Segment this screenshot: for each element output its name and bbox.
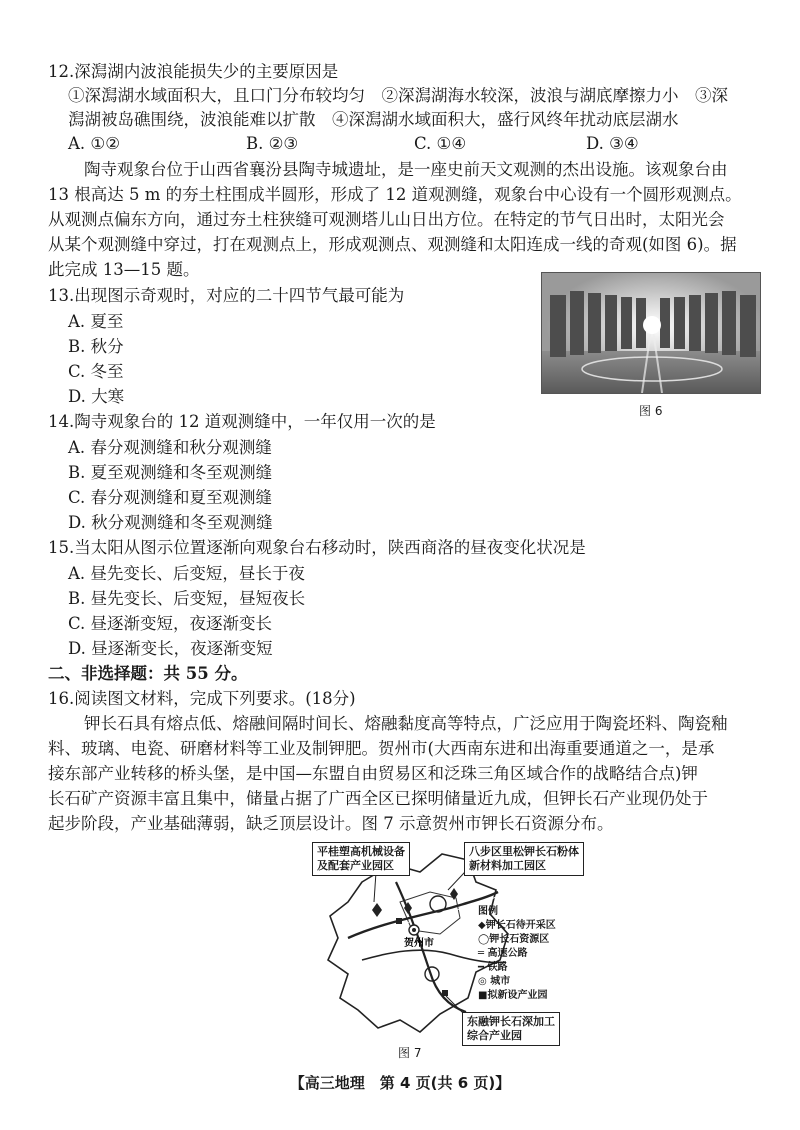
- q15-option-c[interactable]: C. 昼逐渐变短，夜逐渐变长: [68, 614, 273, 633]
- legend-item: ━ 铁路: [478, 962, 508, 973]
- q13-option-d[interactable]: D. 大寒: [68, 387, 125, 406]
- q12-option-a[interactable]: A. ①②: [68, 134, 120, 153]
- figure6-photo: [541, 272, 761, 394]
- label-pinggui-line1: 平桂塑高机械设备: [317, 845, 405, 858]
- q13-option-b[interactable]: B. 秋分: [68, 337, 124, 356]
- q16-material-line3: 接东部产业转移的桥头堡，是中国—东盟自由贸易区和泛珠三角区域合作的战略结合点)钾: [48, 764, 698, 783]
- label-babu-line2: 新材料加工园区: [469, 859, 546, 872]
- section2-heading: 二、非选择题：共 55 分。: [48, 664, 248, 683]
- q14-option-c[interactable]: C. 春分观测缝和夏至观测缝: [68, 488, 273, 507]
- q14-option-a[interactable]: A. 春分观测缝和秋分观测缝: [68, 438, 272, 457]
- observatory-image: [542, 273, 760, 393]
- label-dongrong-line1: 东融钾长石深加工: [467, 1015, 555, 1028]
- legend-item: ◯钾长石资源区: [478, 934, 550, 945]
- q16-material-line5: 起步阶段，产业基础薄弱，缺乏顶层设计。图 7 示意贺州市钾长石资源分布。: [48, 814, 614, 833]
- label-babu-park: [464, 842, 584, 876]
- q12-statements-line1: ①深澙湖水域面积大，且口门分布较均匀 ②深澙湖海水较深，波浪与湖底摩擦力小 ③深: [68, 86, 728, 105]
- q12-statements-line2: 澙湖被岛礁围绕，波浪能难以扩散 ④深澙湖水域面积大，盛行风终年扰动底层湖水: [68, 110, 679, 129]
- legend-item: ◎ 城市: [478, 976, 511, 987]
- map-legend: [478, 905, 556, 1003]
- planned-park: [396, 918, 402, 924]
- q13-option-c[interactable]: C. 冬至: [68, 362, 124, 381]
- legend-item: ═ 高速公路: [478, 948, 528, 959]
- q15-stem: 15.当太阳从图示位置逐渐向观象台右移动时，陕西商洛的昼夜变化状况是: [48, 538, 586, 557]
- q16-material-line4: 长石矿产资源丰富且集中，储量占据了广西全区已探明储量近九成，但钾长石产业现仍处于: [48, 789, 708, 808]
- q15-option-d[interactable]: D. 昼逐渐变长，夜逐渐变短: [68, 639, 273, 658]
- figure6-caption: 图 6: [639, 404, 663, 418]
- figure7-caption: 图 7: [398, 1046, 422, 1060]
- q16-material-line1: 钾长石具有熔点低、熔融间隔时间长、熔融黏度高等特点，广泛应用于陶瓷坯料、陶瓷釉: [84, 714, 728, 733]
- label-pinggui-park: [312, 842, 410, 876]
- q12-option-d[interactable]: D. ③④: [586, 134, 639, 153]
- q14-option-b[interactable]: B. 夏至观测缝和冬至观测缝: [68, 463, 273, 482]
- passage-line4: 从某个观测缝中穿过，打在观测点上，形成观测点、观测缝和太阳连成一线的奇观(如图 6)。据: [48, 235, 737, 254]
- q13-option-a[interactable]: A. 夏至: [68, 312, 124, 331]
- q12-option-c[interactable]: C. ①④: [414, 134, 467, 153]
- city-label: 贺州市: [404, 938, 434, 949]
- q16-stem: 16.阅读图文材料，完成下列要求。(18分): [48, 689, 356, 708]
- passage-line3: 从观测点偏东方向，通过夯土柱狭缝可观测塔儿山日出方位。在特定的节气日出时，太阳光会: [48, 210, 725, 229]
- q15-option-a[interactable]: A. 昼先变长、后变短，昼长于夜: [68, 564, 305, 583]
- label-pinggui-line2: 及配套产业园区: [317, 859, 394, 872]
- label-babu-line1: 八步区里松钾长石粉体: [469, 845, 579, 858]
- legend-item: ■拟新设产业园: [478, 990, 548, 1001]
- q16-material-line2: 料、玻璃、电瓷、研磨材料等工业及制钾肥。贺州市(大西南东进和出海重要通道之一，是承: [48, 739, 715, 758]
- q12-option-b[interactable]: B. ②③: [246, 134, 299, 153]
- q13-stem: 13.出现图示奇观时，对应的二十四节气最可能为: [48, 286, 405, 305]
- passage-line5: 此完成 13—15 题。: [48, 260, 200, 279]
- planned-park: [442, 990, 448, 996]
- q14-option-d[interactable]: D. 秋分观测缝和冬至观测缝: [68, 513, 273, 532]
- city-marker-dot: [412, 928, 416, 932]
- q14-stem: 14.陶寺观象台的 12 道观测缝中，一年仅用一次的是: [48, 412, 436, 431]
- legend-title: 图例: [478, 906, 498, 917]
- label-dongrong-park: [462, 1012, 560, 1046]
- label-dongrong-line2: 综合产业园: [467, 1029, 522, 1042]
- legend-item: ◆钾长石待开采区: [478, 920, 556, 931]
- passage-line1: 陶寺观象台位于山西省襄汾县陶寺城遗址，是一座史前天文观测的杰出设施。该观象台由: [84, 160, 728, 179]
- page-footer: 【高三地理 第 4 页(共 6 页)】: [289, 1074, 511, 1092]
- passage-line2: 13 根高达 5 m 的夯土柱围成半圆形，形成了 12 道观测缝，观象台中心设有一个圆形观测点。: [48, 185, 742, 204]
- q12-stem: 12.深澙湖内波浪能损失少的主要原因是: [48, 62, 339, 81]
- q15-option-b[interactable]: B. 昼先变长、后变短，昼短夜长: [68, 589, 306, 608]
